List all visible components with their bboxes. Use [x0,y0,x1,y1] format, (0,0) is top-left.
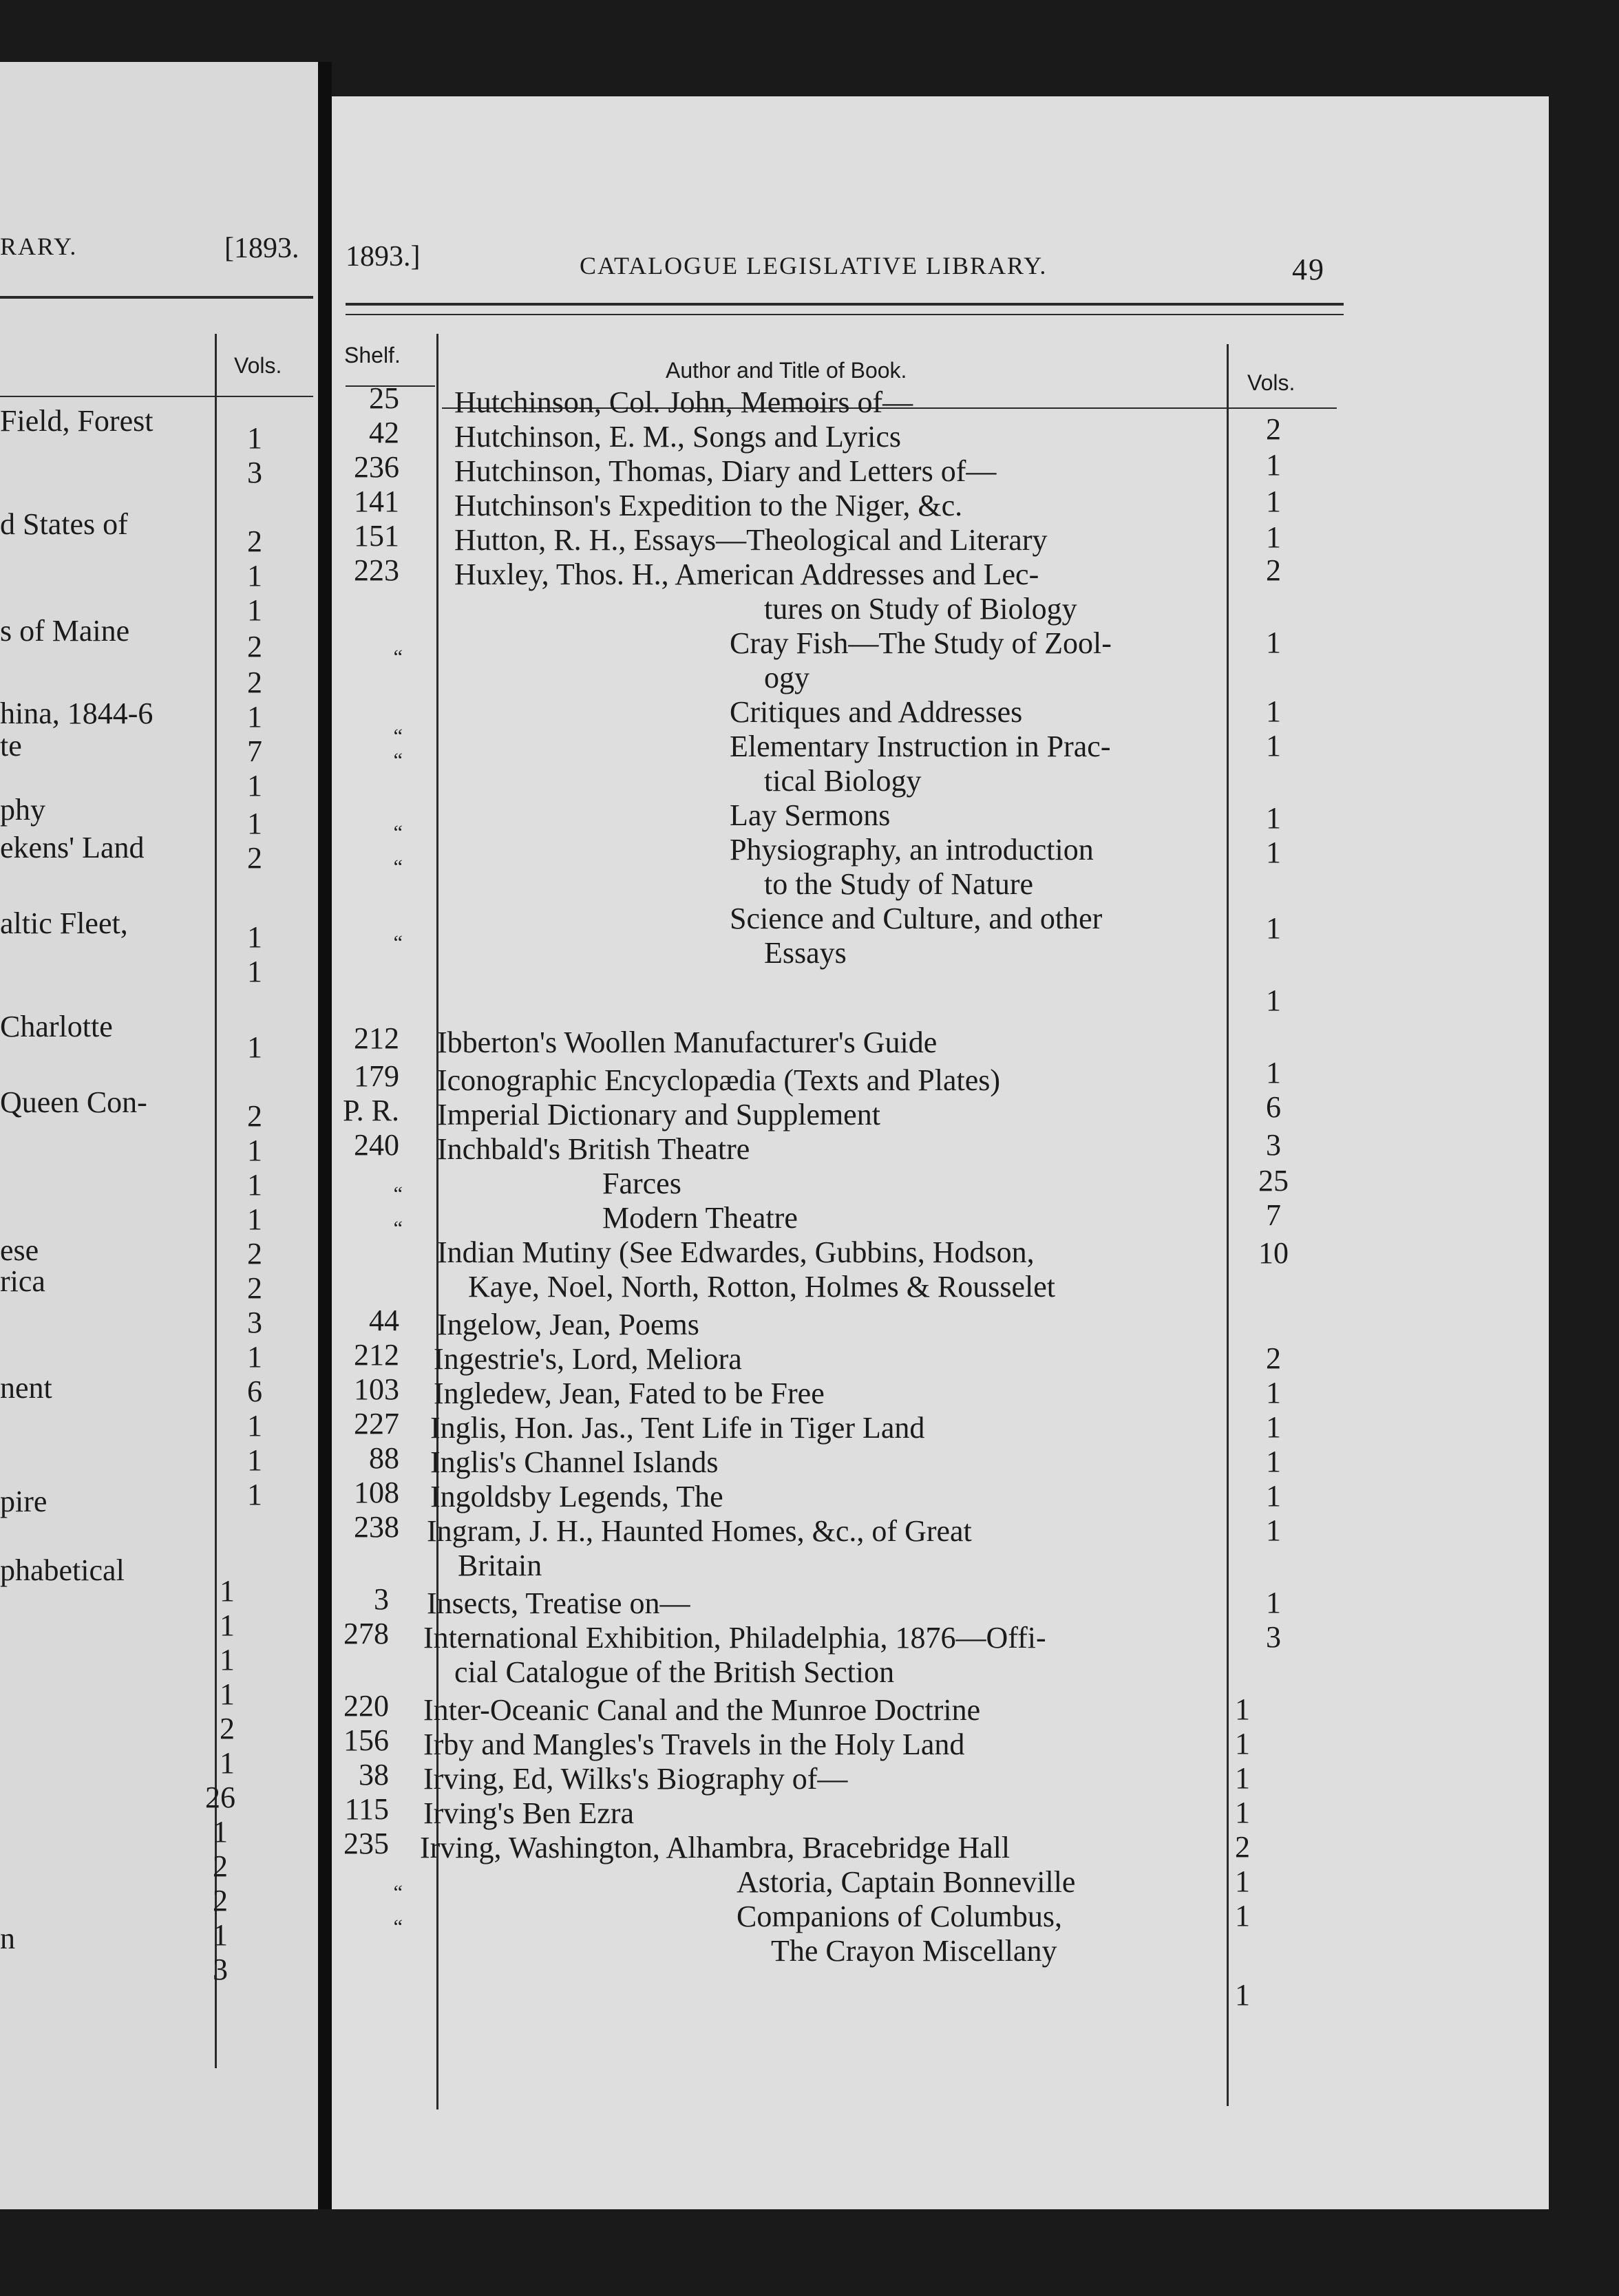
left-fragment: d States of [0,507,128,541]
left-vol-count: 3 [247,456,262,489]
book-entry: Ingestrie's, Lord, Meliora [434,1342,742,1376]
shelf-number: “ [393,749,403,772]
vols-header: Vols. [1247,370,1295,395]
left-vol-count: 2 [247,1099,262,1133]
shelf-number: 88 [369,1441,399,1475]
left-vol-count: 1 [247,807,262,840]
book-entry: Irving, Ed, Wilks's Biography of— [423,1762,848,1796]
left-fragment: altic Fleet, [0,906,128,940]
shelf-number: 3 [374,1582,389,1616]
shelf-number: “ [393,1182,403,1205]
vol-count: 1 [1235,1978,1250,2012]
vol-count: 6 [1266,1090,1281,1124]
book-entry: Essays [764,936,847,970]
vol-count: 1 [1266,520,1281,554]
book-entry: Farces [602,1167,681,1200]
left-fragment: nent [0,1371,52,1405]
left-vol-count: 2 [247,630,262,663]
left-vol-count: 2 [247,841,262,875]
shelf-number: 151 [354,519,399,553]
left-vol-count: 1 [247,955,262,988]
left-vol-count: 3 [247,1306,262,1339]
header-rule-2 [346,314,1344,315]
left-vol-count: 1 [247,1168,262,1202]
left-vol-count: 2 [213,1849,228,1883]
left-vol-count: 26 [205,1781,235,1814]
book-entry: Irving, Washington, Alhambra, Bracebridge Hall [420,1831,1010,1864]
left-vol-count: 1 [220,1574,235,1608]
vol-count: 1 [1266,1056,1281,1089]
left-fragment: s of Maine [0,614,130,648]
book-entry: Critiques and Addresses [730,695,1023,729]
book-entry: Irby and Mangles's Travels in the Holy Land [423,1728,965,1761]
left-vol-count: 1 [247,1478,262,1511]
left-vol-count: 1 [247,1202,262,1236]
book-entry: Modern Theatre [602,1201,798,1235]
left-vol-count: 2 [247,524,262,558]
shelf-number: 220 [343,1689,389,1723]
left-fragment: te [0,729,22,763]
left-vol-count: 2 [247,1237,262,1271]
vol-count: 2 [1235,1830,1250,1864]
left-fragment: phabetical [0,1553,125,1587]
left-vol-count: 1 [220,1643,235,1677]
shelf-number: 38 [359,1758,389,1792]
book-entry: tures on Study of Biology [764,592,1077,626]
shelf-number: 240 [354,1128,399,1162]
book-entry: Ibberton's Woollen Manufacturer's Guide [437,1025,938,1059]
shelf-number: “ [393,1217,403,1240]
left-vol-count: 1 [220,1746,235,1780]
vol-count: 1 [1266,1586,1281,1619]
vol-count: 2 [1266,412,1281,446]
book-entry: Lay Sermons [730,798,891,832]
shelf-number: 42 [369,416,399,449]
vol-count: 1 [1266,801,1281,835]
shelf-number: 227 [354,1407,399,1441]
left-fragment: Charlotte [0,1010,113,1043]
left-vol-count: 1 [247,920,262,954]
book-entry: Hutchinson, E. M., Songs and Lyrics [454,420,901,454]
book-entry: Indian Mutiny (See Edwardes, Gubbins, Hodson, [437,1235,1035,1269]
book-entry: Inglis's Channel Islands [430,1445,719,1479]
book-entry: Imperial Dictionary and Supplement [437,1098,880,1131]
left-vols-header: Vols. [234,353,282,378]
shelf-number: “ [393,821,403,844]
right-year: 1893.] [346,241,421,273]
shelf-number: “ [393,855,403,878]
shelf-number: 103 [354,1372,399,1406]
book-entry: Hutchinson, Thomas, Diary and Letters of— [454,454,997,488]
left-vol-count: 1 [247,1134,262,1167]
running-head-title: CATALOGUE LEGISLATIVE LIBRARY. [580,252,1048,279]
shelf-number: “ [393,1881,403,1904]
vol-count: 1 [1266,729,1281,763]
shelf-number: 238 [354,1510,399,1544]
left-vol-count: 1 [220,1608,235,1642]
book-entry: Hutchinson's Expedition to the Niger, &c. [454,489,963,522]
book-entry: Science and Culture, and other [730,902,1103,935]
book-entry: Ingledew, Jean, Fated to be Free [434,1376,825,1410]
book-entry: cial Catalogue of the British Section [454,1655,895,1689]
left-year: [1893. [224,233,299,264]
vol-count: 1 [1266,984,1281,1017]
book-entry: Physiography, an introduction [730,833,1094,867]
left-vol-count: 1 [247,1409,262,1443]
left-vol-count: 2 [213,1884,228,1917]
left-vol-count: 1 [247,1030,262,1064]
shelf-number: 236 [354,450,399,484]
left-fragment: ekens' Land [0,831,145,864]
vol-count: 1 [1235,1796,1250,1829]
vol-count: 1 [1235,1899,1250,1933]
left-vol-count: 1 [247,1443,262,1477]
book-entry: Companions of Columbus, [737,1900,1063,1933]
left-page [0,62,318,2209]
book-entry: Cray Fish—The Study of Zool- [730,626,1112,660]
left-fragment: rica [0,1264,45,1298]
shelf-number: 179 [354,1059,399,1093]
left-vol-count: 2 [247,1271,262,1305]
left-col-header-rule [0,396,313,397]
left-vol-count: 3 [213,1953,228,1986]
left-fragment: Field, Forest [0,404,154,438]
left-fragment: Queen Con- [0,1085,147,1119]
vol-count: 7 [1266,1198,1281,1232]
book-entry: Ingoldsby Legends, The [430,1480,723,1513]
book-entry: Hutchinson, Col. John, Memoirs of— [454,385,913,419]
left-vol-count: 6 [247,1374,262,1408]
left-header-rule [0,296,313,299]
left-vol-count: 1 [247,421,262,455]
book-entry: Inglis, Hon. Jas., Tent Life in Tiger Land [430,1411,925,1445]
vol-count: 1 [1266,1479,1281,1513]
left-vol-count: 1 [247,1340,262,1374]
book-entry: Elementary Instruction in Prac- [730,730,1111,763]
left-fragment: hina, 1844-6 [0,697,154,730]
book-entry: International Exhibition, Philadelphia, 1876—Offi- [423,1621,1046,1655]
vol-count: 1 [1235,1692,1250,1726]
left-vol-count: 2 [247,666,262,699]
book-entry: tical Biology [764,764,922,798]
book-entry: The Crayon Miscellany [771,1934,1057,1968]
left-fragment: phy [0,793,45,827]
left-fragment: pire [0,1485,47,1518]
left-vol-count: 1 [247,593,262,627]
vol-count: 1 [1266,911,1281,945]
shelf-header: Shelf. [344,343,401,368]
vol-count: 1 [1266,1410,1281,1444]
author-title-header: Author and Title of Book. [666,358,907,383]
shelf-number: 212 [354,1021,399,1055]
vol-count: 3 [1266,1128,1281,1162]
vol-count: 1 [1266,1513,1281,1547]
right-page [332,96,1549,2209]
shelf-number: 223 [354,553,399,587]
vol-count: 1 [1235,1761,1250,1795]
left-fragment: n [0,1922,15,1955]
left-vol-count: 1 [247,769,262,802]
shelf-number: “ [393,725,403,747]
shelf-number: 156 [343,1723,389,1757]
shelf-number: “ [393,646,403,668]
book-entry: ogy [764,661,810,694]
book-entry: Insects, Treatise on— [427,1586,690,1620]
shelf-number: “ [393,1915,403,1938]
book-entry: Iconographic Encyclopædia (Texts and Plates) [437,1063,1000,1097]
vol-count: 1 [1235,1727,1250,1761]
left-vol-count: 1 [213,1815,228,1849]
vol-count: 1 [1235,1864,1250,1898]
header-rule [346,303,1344,306]
book-entry: Hutton, R. H., Essays—Theological and Literary [454,523,1048,557]
book-entry: Inter-Oceanic Canal and the Munroe Doctrine [423,1693,981,1727]
vol-count: 1 [1266,448,1281,482]
book-entry: Inchbald's British Theatre [437,1132,750,1166]
book-entry: Ingram, J. H., Haunted Homes, &c., of Great [427,1514,972,1548]
shelf-number: 278 [343,1617,389,1650]
shelf-number: P. R. [343,1094,399,1127]
shelf-number: 25 [369,381,399,415]
vol-count: 1 [1266,1445,1281,1478]
left-fragment: ese [0,1233,39,1267]
book-entry: to the Study of Nature [764,867,1034,901]
shelf-number: “ [393,931,403,954]
left-vol-count: 7 [247,734,262,768]
vol-count: 10 [1258,1236,1289,1270]
left-running-head: RARY. [0,233,78,260]
left-vol-count: 1 [247,559,262,593]
vol-count: 1 [1266,626,1281,659]
shelf-number: 141 [354,485,399,518]
shelf-number: 44 [369,1304,399,1337]
left-vol-count: 1 [220,1677,235,1711]
left-vol-count: 1 [247,700,262,734]
shelf-number: 115 [344,1792,389,1826]
shelf-number: 235 [343,1827,389,1860]
vol-count: 1 [1266,1376,1281,1410]
book-entry: Irving's Ben Ezra [423,1796,635,1830]
shelf-number: 108 [354,1476,399,1509]
book-entry: Astoria, Captain Bonneville [737,1865,1076,1899]
book-entry: Britain [458,1549,542,1582]
left-vol-count: 1 [213,1918,228,1952]
vol-count: 1 [1266,694,1281,728]
left-vol-count: 2 [220,1712,235,1745]
vol-count: 3 [1266,1620,1281,1654]
page-number: 49 [1292,253,1325,286]
book-entry: Kaye, Noel, North, Rotton, Holmes & Rousselet [468,1270,1056,1304]
book-entry: Ingelow, Jean, Poems [437,1308,699,1341]
vol-count: 2 [1266,553,1281,587]
vol-count: 1 [1266,485,1281,518]
book-entry: Huxley, Thos. H., American Addresses and Lec- [454,557,1039,591]
vol-count: 25 [1258,1164,1289,1198]
shelf-number: 212 [354,1338,399,1372]
vol-count: 1 [1266,836,1281,869]
vol-count: 2 [1266,1341,1281,1375]
